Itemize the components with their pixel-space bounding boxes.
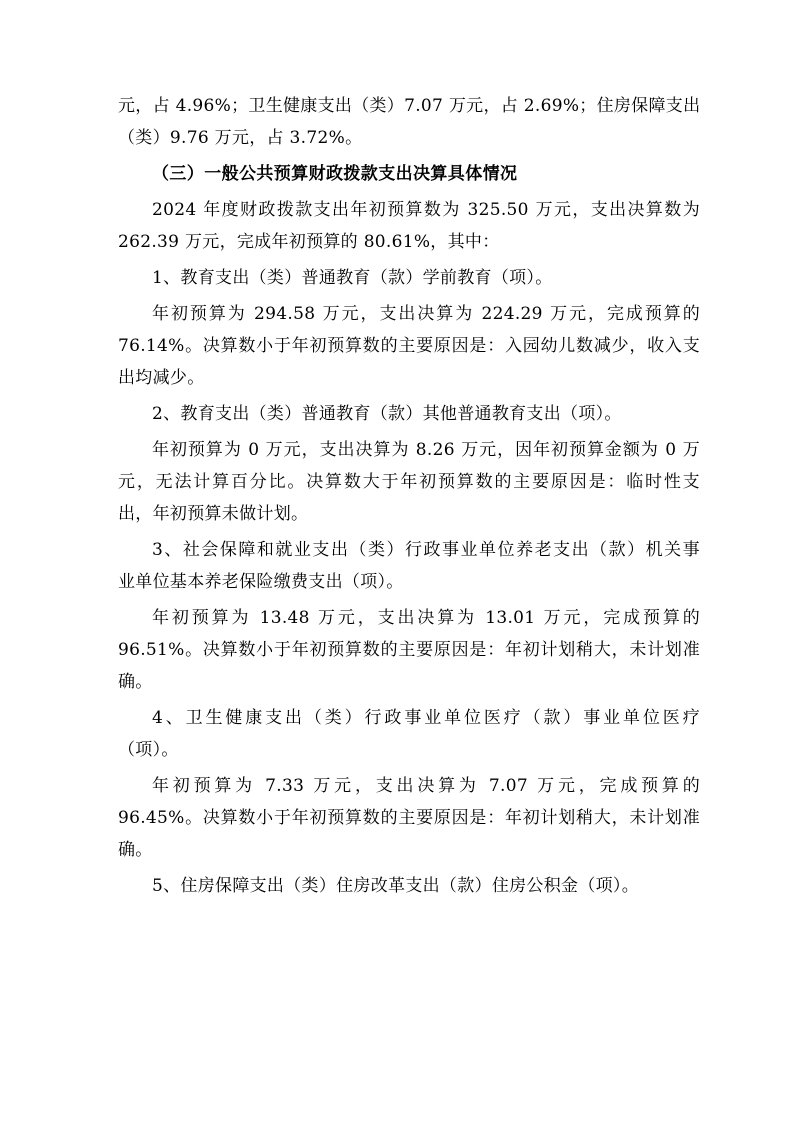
paragraph-line: 元，无法计算百分比。决算数大于年初预算数的主要原因是：临时性支	[118, 472, 700, 492]
section-heading: （三）一般公共预算财政拨款支出决算具体情况	[152, 164, 518, 184]
paragraph-line: 2024 年度财政拨款支出年初预算数为 325.50 万元，支出决算数为	[152, 200, 700, 220]
item-heading: 3、社会保障和就业支出（类）行政事业单位养老支出（款）机关事	[152, 540, 700, 560]
paragraph-line: 年初预算为 0 万元，支出决算为 8.26 万元，因年初预算金额为 0 万	[152, 440, 700, 460]
item-heading: 2、教育支出（类）普通教育（款）其他普通教育支出（项）。	[152, 404, 622, 424]
paragraph-line: 76.14%。决算数小于年初预算数的主要原因是：入园幼儿数减少，收入支	[118, 336, 700, 356]
paragraph-line: 出均减少。	[118, 368, 205, 388]
item-heading: 5、住房保障支出（类）住房改革支出（款）住房公积金（项）。	[152, 876, 640, 896]
paragraph-line: 年初预算为 294.58 万元，支出决算为 224.29 万元，完成预算的	[152, 304, 700, 324]
paragraph-line: 262.39 万元，完成年初预算的 80.61%，其中：	[118, 232, 500, 252]
item-heading: 业单位基本养老保险缴费支出（项）。	[118, 572, 404, 592]
paragraph-line: 年初预算为 13.48 万元，支出决算为 13.01 万元，完成预算的	[152, 608, 700, 628]
paragraph-line: 确。	[118, 840, 153, 860]
paragraph-line: 出，年初预算未做计划。	[118, 504, 309, 524]
item-heading: 1、教育支出（类）普通教育（款）学前教育（项）。	[152, 268, 553, 288]
paragraph-line: 年初预算为 7.33 万元，支出决算为 7.07 万元，完成预算的	[152, 776, 700, 796]
item-heading: （项）。	[118, 740, 179, 760]
paragraph-line: 96.45%。决算数小于年初预算数的主要原因是：年初计划稍大，未计划准	[118, 808, 700, 828]
paragraph-line: 96.51%。决算数小于年初预算数的主要原因是：年初计划稍大，未计划准	[118, 640, 700, 660]
paragraph-line: （类）9.76 万元，占 3.72%。	[118, 128, 363, 148]
paragraph-line: 确。	[118, 672, 153, 692]
item-heading: 4、卫生健康支出（类）行政事业单位医疗（款）事业单位医疗	[152, 708, 700, 728]
paragraph-line: 元，占 4.96%；卫生健康支出（类）7.07 万元，占 2.69%；住房保障支出	[118, 96, 701, 116]
